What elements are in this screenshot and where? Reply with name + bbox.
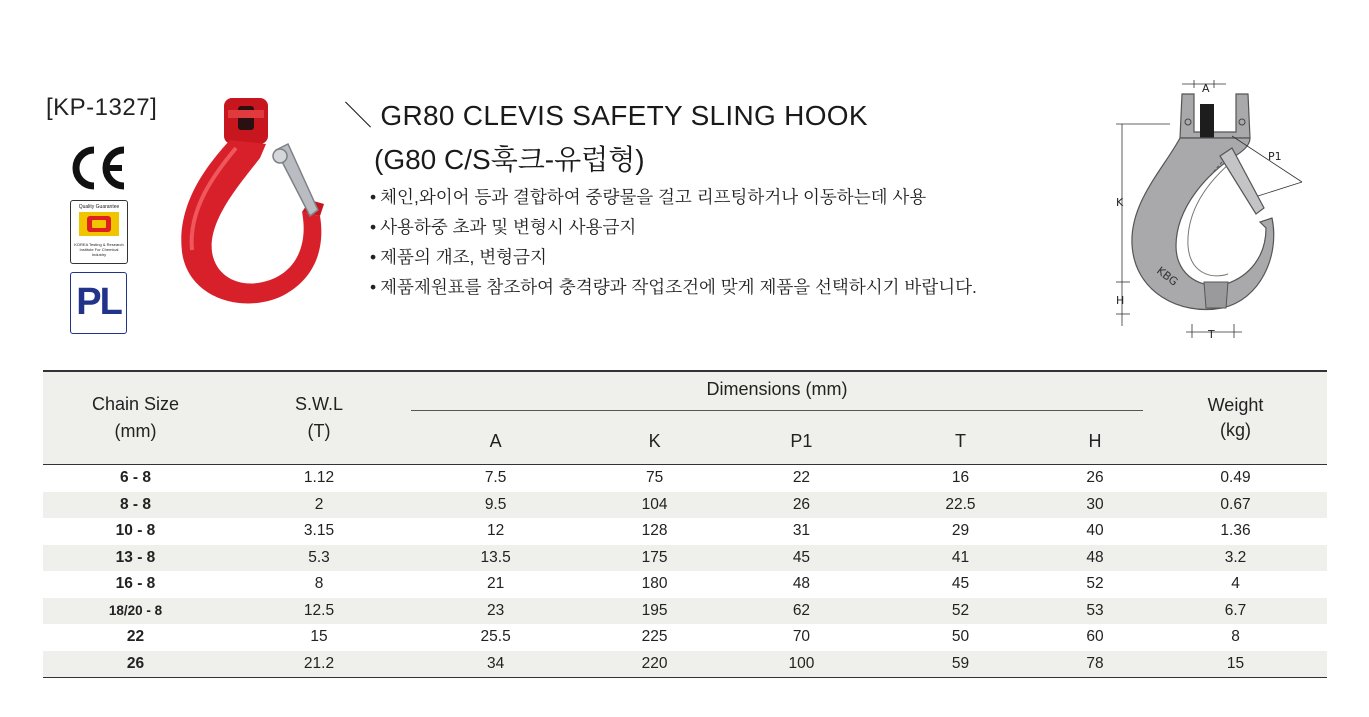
cell-chain-size: 22 — [126, 628, 145, 646]
cell-k: 180 — [641, 575, 668, 593]
header-chain-size: Chain Size (mm) — [43, 371, 228, 465]
cell-t: 52 — [875, 598, 1046, 625]
ce-mark-icon — [68, 144, 130, 197]
cell-swl: 3.15 — [303, 522, 335, 540]
cell-h: 26 — [1046, 465, 1144, 492]
quality-q-icon — [71, 212, 127, 241]
cell-t: 29 — [951, 522, 970, 540]
cell-swl: 21.2 — [228, 651, 410, 678]
cell-k: 104 — [581, 492, 728, 519]
table-row — [43, 545, 1327, 572]
dim-h-label: H — [1116, 294, 1125, 307]
product-subtitle: (G80 C/S훅크-유럽형) — [374, 144, 645, 175]
cell-a: 12 — [486, 522, 505, 540]
header-weight: Weight (kg) — [1144, 371, 1327, 465]
header-dim-p1: P1 — [728, 418, 875, 465]
cell-weight: 4 — [1231, 575, 1240, 593]
cell-weight: 15 — [1144, 651, 1327, 678]
cell-swl: 1.12 — [228, 465, 410, 492]
cell-a: 25.5 — [480, 628, 511, 646]
header-swl: S.W.L (T) — [228, 371, 410, 465]
feature-item: • 체인,와이어 등과 결합하여 중량물을 걸고 리프팅하거나 이동하는데 사용 — [370, 182, 977, 212]
cell-p1: 26 — [728, 492, 875, 519]
cell-weight: 0.49 — [1144, 465, 1327, 492]
quality-badge-bottom-text: KOREA Testing & Research Institute For Chemical Industry — [74, 242, 124, 257]
cell-k: 220 — [581, 651, 728, 678]
feature-item: • 제품의 개조, 변형금지 — [370, 242, 977, 272]
cell-t: 59 — [875, 651, 1046, 678]
dim-a-label: A — [1202, 82, 1210, 95]
cell-k: 225 — [641, 628, 668, 646]
cell-chain-size: 26 — [43, 651, 228, 678]
cell-h: 40 — [1086, 522, 1104, 540]
cell-weight: 3.2 — [1144, 545, 1327, 572]
cell-k: 128 — [641, 522, 668, 540]
cell-chain-size: 10 - 8 — [115, 522, 156, 540]
cell-chain-size: 6 - 8 — [43, 465, 228, 492]
cell-k: 75 — [581, 465, 728, 492]
product-code: [KP-1327] — [46, 94, 158, 121]
cell-a: 23 — [410, 598, 581, 625]
cell-p1: 70 — [792, 628, 811, 646]
cell-a: 13.5 — [410, 545, 581, 572]
cell-p1: 22 — [728, 465, 875, 492]
feature-item: • 사용하중 초과 및 변형시 사용금지 — [370, 212, 977, 242]
cell-swl: 12.5 — [228, 598, 410, 625]
hook-dimension-diagram — [1110, 76, 1320, 349]
quality-guarantee-badge — [70, 200, 128, 264]
cell-h: 30 — [1046, 492, 1144, 519]
cell-k: 175 — [581, 545, 728, 572]
cell-p1: 45 — [728, 545, 875, 572]
table-row — [43, 492, 1327, 519]
cell-k: 195 — [581, 598, 728, 625]
cell-h: 60 — [1086, 628, 1104, 646]
cell-p1: 100 — [728, 651, 875, 678]
cell-a: 9.5 — [410, 492, 581, 519]
cell-t: 41 — [875, 545, 1046, 572]
header-dim-h: H — [1046, 418, 1144, 465]
table-row — [43, 571, 1327, 598]
dim-k-label: K — [1116, 196, 1124, 209]
cell-weight: 8 — [1231, 628, 1240, 646]
table-row — [43, 518, 1327, 545]
quality-badge-top-text: Quality Guarantee — [78, 204, 120, 210]
cell-p1: 48 — [792, 575, 811, 593]
cell-chain-size: 18/20 - 8 — [43, 598, 228, 625]
table-row — [43, 624, 1327, 651]
cell-t: 45 — [951, 575, 970, 593]
cell-t: 22.5 — [875, 492, 1046, 519]
dim-p1-label: P1 — [1268, 150, 1282, 163]
cell-p1: 31 — [792, 522, 811, 540]
cell-weight: 6.7 — [1144, 598, 1327, 625]
cell-chain-size: 16 - 8 — [115, 575, 156, 593]
header-dim-k: K — [581, 418, 728, 465]
spec-table — [43, 370, 1327, 678]
table-row — [43, 598, 1327, 625]
dim-t-label: T — [1208, 328, 1215, 341]
table-row — [43, 465, 1327, 492]
hook-product-image — [170, 92, 330, 327]
cell-h: 53 — [1046, 598, 1144, 625]
cell-h: 78 — [1046, 651, 1144, 678]
cell-swl: 2 — [228, 492, 410, 519]
diagram-brand-text: KBG — [1154, 264, 1181, 289]
header-dim-a: A — [410, 418, 581, 465]
cell-t: 16 — [875, 465, 1046, 492]
cell-a: 21 — [486, 575, 505, 593]
cell-chain-size: 13 - 8 — [43, 545, 228, 572]
cell-weight: 0.67 — [1144, 492, 1327, 519]
cell-a: 7.5 — [410, 465, 581, 492]
cell-swl: 5.3 — [228, 545, 410, 572]
product-title: ＼ GR80 CLEVIS SAFETY SLING HOOK — [344, 100, 868, 131]
table-row — [43, 651, 1327, 678]
feature-item: • 제품제원표를 참조하여 충격량과 작업조건에 맞게 제품을 선택하시기 바랍니다. — [370, 272, 977, 302]
cell-p1: 62 — [728, 598, 875, 625]
cell-weight: 1.36 — [1220, 522, 1251, 540]
cell-t: 50 — [951, 628, 970, 646]
cell-swl: 8 — [314, 575, 324, 593]
cell-swl: 15 — [310, 628, 328, 646]
cell-h: 48 — [1046, 545, 1144, 572]
pl-badge-icon: PL — [70, 272, 127, 334]
feature-list — [370, 182, 977, 302]
cell-h: 52 — [1086, 575, 1104, 593]
header-dim-t: T — [875, 418, 1046, 465]
cell-chain-size: 8 - 8 — [43, 492, 228, 519]
header-dimensions: Dimensions (mm) — [410, 371, 1144, 418]
cell-a: 34 — [410, 651, 581, 678]
